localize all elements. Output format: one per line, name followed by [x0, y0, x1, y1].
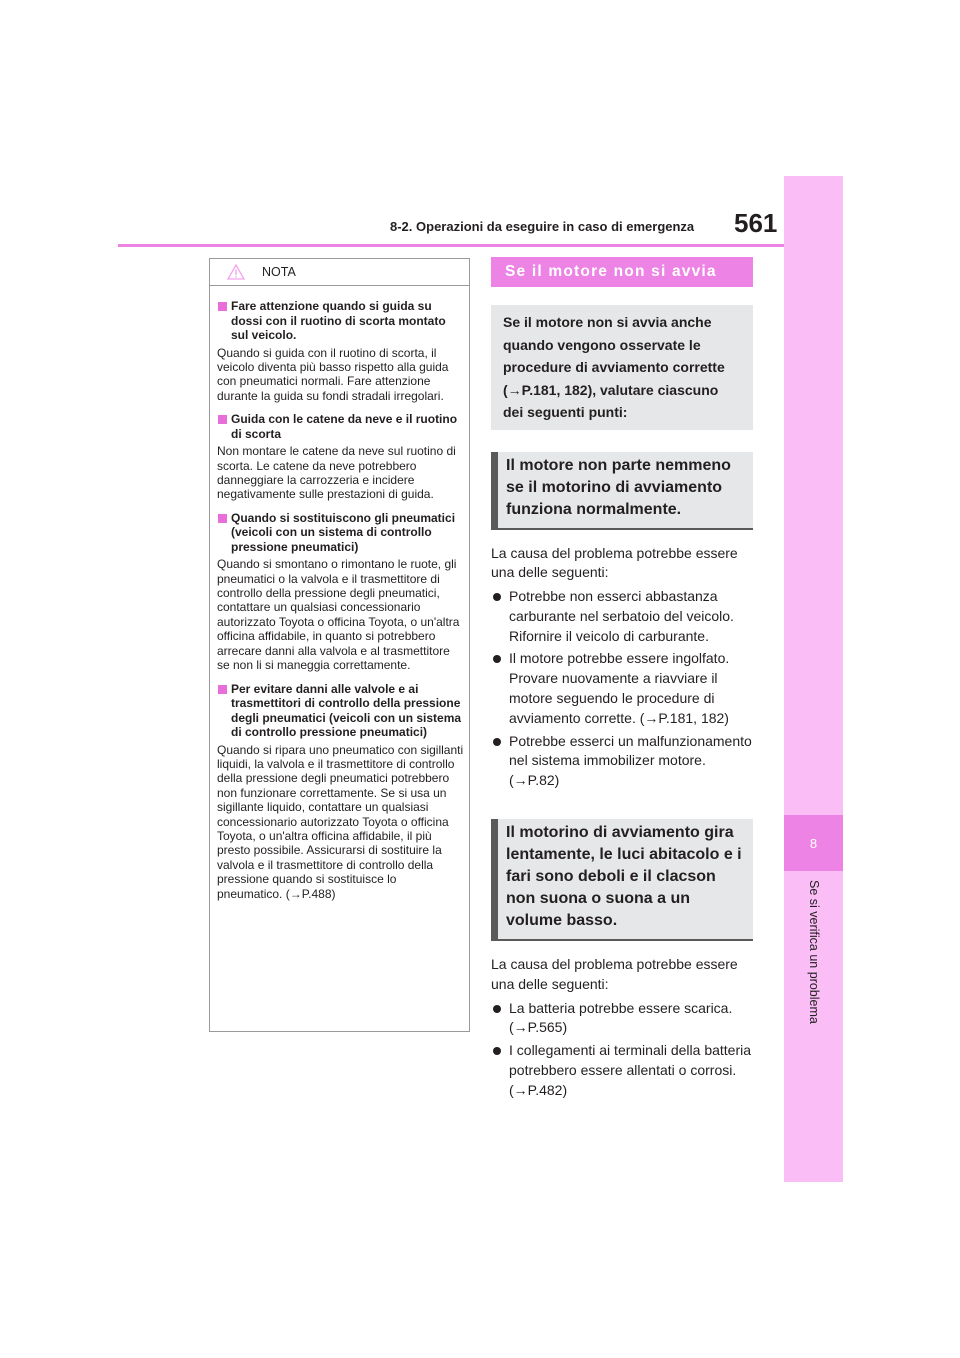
chapter-number: 8	[784, 815, 843, 871]
bullet-icon	[493, 738, 501, 746]
notice-item-heading: Fare attenzione quando si guida su dossi con il ruotino di scorta montato sul veicolo.	[217, 299, 465, 343]
notice-title: NOTA	[262, 265, 296, 279]
subsection-heading: Il motore non parte nemmeno se il motorino di avviamento funziona normalmente.	[491, 452, 753, 530]
list-item: Potrebbe non esserci abbastanza carburante nel serbatoio del veicolo. Rifornire il veicolo di carburante.	[491, 587, 753, 646]
warning-triangle-icon	[227, 264, 245, 280]
intro-box: Se il motore non si avvia anche quando vengono osservate le procedure di avviamento corrette (→P.181, 182), valutare ciascuno dei seguenti punti:	[491, 305, 753, 430]
main-column	[491, 257, 753, 1101]
square-bullet-icon	[218, 302, 227, 311]
bullet-icon	[493, 593, 501, 601]
list-item: La batteria potrebbe essere scarica. (→P.565)	[491, 999, 753, 1039]
subsection-lead: La causa del problema potrebbe essere una delle seguenti:	[491, 956, 738, 992]
notice-item-text: Non montare le catene da neve sul ruotino di scorta. Le catene da neve potrebbero danneggiare la carrozzeria e incidere negativamente sulle prestazioni di guida.	[217, 444, 456, 502]
square-bullet-icon	[218, 415, 227, 424]
notice-body	[217, 295, 465, 910]
bullet-icon	[493, 1005, 501, 1013]
bullet-icon	[493, 1047, 501, 1055]
notice-item-text: Quando si ripara uno pneumatico con sigillanti liquidi, la valvola e il trasmettitore di controllo della pressione degli pneumatici potrebbero non funzionare correttamente. Se si usa un sigillante liquido, contattare un qualsiasi concessionario autorizzato Toyota o officina Toyota, o un'altra officina affidabile, il più presto possibile. Assicurarsi di sostituire la valvola e il trasmettitore di controllo della pressione quando si sostituisce lo pneumatico. (→P.488)	[217, 742, 464, 901]
notice-item-heading: Per evitare danni alle valvole e ai trasmettitori di controllo della pressione degli pneumatici (veicoli con un sistema di controllo pressione pneumatici)	[217, 682, 465, 740]
notice-item-heading: Quando si sostituiscono gli pneumatici (veicoli con un sistema di controllo pressione pneumatici)	[217, 511, 465, 555]
notice-item-text: Quando si smontano o rimontano le ruote, gli pneumatici o la valvola e il trasmettitore di controllo della pressione degli pneumatici, contattare un qualsiasi concessionario autorizzato Toyota o officina Toyota, o un'altra officina affidabile, in quanto si potrebbero arrecare danni alla valvola e al trasmettitore se non li si maneggia correttamente.	[217, 557, 460, 673]
list-item: Il motore potrebbe essere ingolfato. Provare nuovamente a riavviare il motore seguendo le procedure di avviamento corrette. (→P.181, 182)	[491, 649, 753, 728]
section-title-bar: Se il motore non si avvia	[491, 257, 753, 287]
section-header-title: 8-2. Operazioni da eseguire in caso di emergenza	[390, 219, 695, 234]
page-number: 561	[734, 208, 778, 238]
notice-item-text: Quando si guida con il ruotino di scorta, il veicolo diventa più basso rispetto alla guida con pneumatici normali. Fare attenzione durante la guida su fondi stradali irregolari.	[217, 345, 449, 403]
subsection-lead: La causa del problema potrebbe essere una delle seguenti:	[491, 544, 738, 581]
notice-box	[209, 258, 470, 1032]
header-rule	[118, 244, 784, 247]
list-item: Potrebbe esserci un malfunzionamento nel sistema immobilizer motore. (→P.82)	[491, 732, 753, 791]
chapter-title: Se si verifica un problema	[807, 880, 821, 1024]
notice-header	[210, 259, 469, 286]
list-item: I collegamenti ai terminali della batteria potrebbero essere allentati o corrosi. (→P.482)	[491, 1041, 753, 1100]
notice-item-heading: Guida con le catene da neve e il ruotino di scorta	[217, 412, 465, 441]
square-bullet-icon	[218, 685, 227, 694]
square-bullet-icon	[218, 514, 227, 523]
bullet-icon	[493, 655, 501, 663]
subsection-heading: Il motorino di avviamento gira lentamente, le luci abitacolo e i fari sono deboli e il clacson non suona o suona a un volume basso.	[491, 819, 753, 941]
